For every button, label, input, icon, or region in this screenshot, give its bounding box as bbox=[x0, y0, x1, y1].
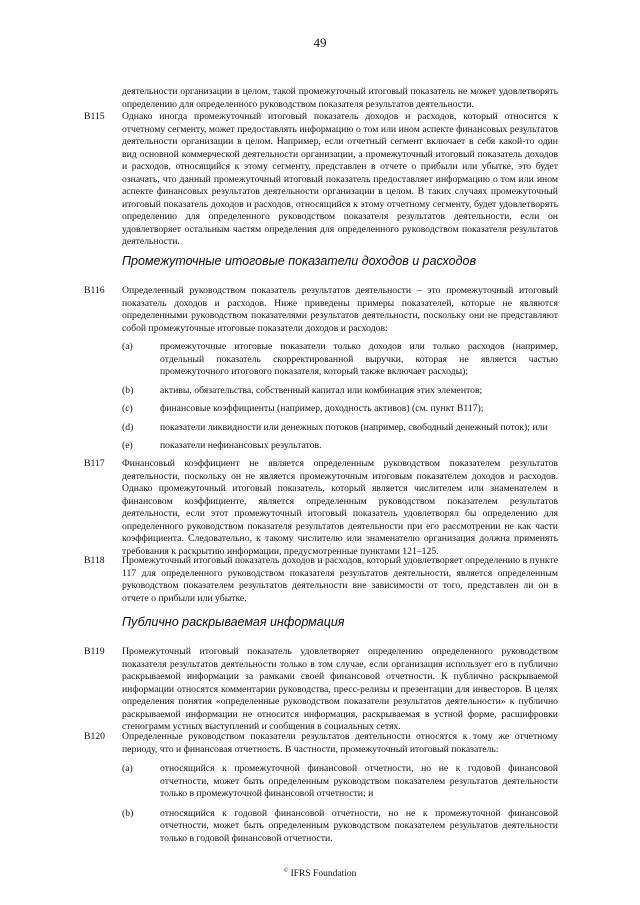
paragraph-b117 bbox=[84, 458, 558, 558]
item-label: (a) bbox=[122, 763, 133, 774]
item-text: показатели ликвидности или денежных потоков (например, свободный денежный поток); или bbox=[160, 421, 548, 433]
paragraph-b118 bbox=[84, 555, 558, 605]
paragraph-label: B118 bbox=[84, 555, 105, 566]
list-item bbox=[122, 341, 558, 379]
list-item bbox=[122, 385, 558, 398]
footer bbox=[0, 868, 640, 879]
item-text: показатели нефинансовых результатов. bbox=[160, 440, 322, 451]
paragraph-b120 bbox=[84, 731, 558, 845]
paragraph-text: деятельности организации в целом, такой промежуточный итоговый показатель не может удовлетворять определению для определенного руководством показателя результатов деятельности. bbox=[122, 86, 558, 110]
item-label: (e) bbox=[122, 440, 133, 451]
footer-text: IFRS Foundation bbox=[290, 869, 357, 880]
paragraph-label: B117 bbox=[84, 458, 105, 469]
paragraph-b115 bbox=[84, 111, 558, 249]
list-item bbox=[122, 403, 558, 416]
page-number: 49 bbox=[313, 35, 327, 50]
paragraph-label: B116 bbox=[84, 285, 105, 296]
paragraph-b119 bbox=[84, 646, 558, 734]
paragraph-b116 bbox=[84, 285, 558, 453]
item-text: финансовые коэффициенты (например, доходность активов) (см. пункт B117); bbox=[160, 403, 484, 414]
item-text: активы, обязательства, собственный капитал или комбинация этих элементов; bbox=[160, 384, 483, 396]
paragraph-text: Однако иногда промежуточный итоговый показатель доходов и расходов, который относится к отчетному сегменту, может предоставлять информацию о том или ином аспекте финансовых результатов деятельности организации в целом. Например, если отчетный сегмент включает в себя какой-то один вид основной коммерческой деятельности организации, а промежуточный итоговый показатель доходов и расходов, относящийся к этому сегменту, представлен в отчете о прибыли или убытке, это будет означать, что данный промежуточный итоговый показатель предоставляет информацию о том или ином аспекте финансовых результатов деятельности организации в целом. В таких случаях промежуточный итоговый показатель доходов и расходов, относящийся к этому отчетному сегменту, будет удовлетворять определению для определенного руководством показателя результатов деятельности, если он удовлетворяет остальным частям определения для определенного руководством показателя результатов деятельности. bbox=[122, 111, 558, 247]
item-text: промежуточные итоговые показатели только доходов или только расходов (например, отдельный показатель скорректированной выручки, которая не является частью промежуточного итогового показателя, который также включает расходы); bbox=[160, 341, 558, 377]
paragraph-text: Промежуточный итоговый показатель доходов и расходов, который удовлетворяет определению в пункте 117 для определенного руководством показателя результатов деятельности, является определенным руководством показателем результатов деятельности вне зависимости от того, представлен ли он в отчете о прибыли или убытке. bbox=[122, 555, 558, 604]
item-label: (d) bbox=[122, 421, 134, 433]
item-label: (b) bbox=[122, 807, 134, 819]
item-text: относящийся к промежуточной финансовой отчетности, но не к годовой финансовой отчетности, может быть определенным руководством показателем результатов деятельности только в промежуточной финансовой отчетности; и bbox=[160, 763, 558, 799]
list-item bbox=[122, 763, 558, 801]
paragraph-text: Финансовый коэффициент не является определенным руководством показателем результатов деятельности, поскольку он не является промежуточным итоговым показателем доходов и расходов. Однако промежуточный итоговый показатель, который является числителем или знаменателем в финансовом коэффициенте, является определенным руководством показателем результатов деятельности, если этот промежуточный итоговый показатель удовлетворял бы определению для определенного руководством показателя результатов деятельности при его рассмотрении не как части коэффициента. Следовательно, к такому числителю или знаменателю организация должна применять требования к раскрытию информации, предусмотренные пунктами 121–125. bbox=[122, 458, 558, 557]
paragraph-label: B120 bbox=[84, 731, 105, 742]
item-label: (c) bbox=[122, 403, 133, 414]
item-label: (a) bbox=[122, 341, 133, 352]
list-item bbox=[122, 422, 558, 435]
section-heading: Промежуточные итоговые показатели доходов и расходов bbox=[122, 254, 476, 268]
list-item bbox=[122, 440, 558, 453]
paragraph-text: Промежуточный итоговый показатель удовлетворяет определению определенного руководством показателя результатов деятельности только в том случае, если организация использует его в публично раскрываемой информации за рамками своей финансовой отчетности. К публично раскрываемой информации относятся комментарии руководства, пресс-релизы и презентации для инвесторов. В целях определения понятия «определенные руководством показатели результатов деятельности» к публично раскрываемой информации не относится информация, раскрываемая в устной форме, расшифровки стенограмм устных выступлений и сообщения в социальных сетях. bbox=[122, 646, 558, 732]
paragraph-text: Определенные руководством показатели результатов деятельности относятся к тому же отчетному периоду, что и финансовая отчетность. В частности, промежуточный итоговый показатель: bbox=[122, 731, 558, 755]
continuation-paragraph bbox=[84, 86, 558, 111]
section-heading: Публично раскрываемая информация bbox=[122, 615, 345, 629]
item-label: (b) bbox=[122, 384, 134, 396]
item-text: относящийся к годовой финансовой отчетности, но не к промежуточной финансовой отчетности, может быть определенным руководством показателем результатов деятельности только в годовой финансовой отчетности. bbox=[160, 807, 558, 844]
copyright-symbol: © bbox=[283, 868, 289, 874]
list-item bbox=[122, 808, 558, 846]
paragraph-text: Определенный руководством показатель результатов деятельности – это промежуточный итоговый показатель доходов и расходов. Ниже приведены примеры показателей, которые не являются определенными руководством показателями результатов деятельности, поскольку они не представляют собой промежуточные итоговые показатели доходов и расходов: bbox=[122, 285, 558, 334]
paragraph-label: B119 bbox=[84, 646, 105, 657]
paragraph-label: B115 bbox=[84, 111, 105, 122]
